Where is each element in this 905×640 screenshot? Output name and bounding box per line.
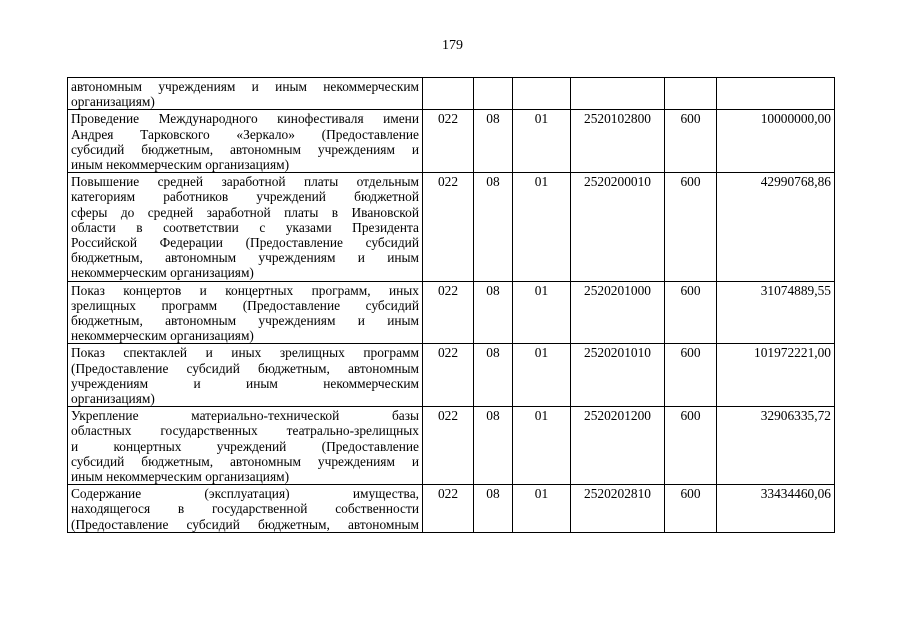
grbs-code: 022 — [423, 281, 474, 344]
section-code: 08 — [474, 110, 513, 173]
description-line: Российской Федерации (Предоставление субсидий — [71, 235, 419, 251]
amount-value: 32906335,72 — [717, 407, 835, 485]
description-line: организациям) — [71, 94, 155, 110]
description-line: бюджетным, автономным учреждениям и иным — [71, 313, 419, 329]
description-line: Проведение Международного кинофестиваля имени — [71, 111, 419, 127]
grbs-code: 022 — [423, 110, 474, 173]
budget-table — [67, 77, 835, 533]
target-article-code: 2520201010 — [571, 344, 665, 407]
description-line: субсидий бюджетным, автономным учреждениям и — [71, 141, 419, 157]
amount-value — [717, 78, 835, 110]
description-line: иным некоммерческим организациям) — [71, 157, 290, 173]
expense-type-code: 600 — [665, 281, 717, 344]
section-code: 08 — [474, 407, 513, 485]
amount-value: 101972221,00 — [717, 344, 835, 407]
table-row — [68, 78, 835, 110]
subsection-code: 01 — [513, 281, 571, 344]
grbs-code: 022 — [423, 407, 474, 485]
page-number: 179 — [442, 38, 463, 53]
grbs-code: 022 — [423, 173, 474, 281]
section-code: 08 — [474, 485, 513, 533]
description-line: областных государственных театрально-зрелищных — [71, 423, 419, 439]
description-line: сферы до средней заработной платы в Ивановской — [71, 204, 419, 220]
expense-type-code: 600 — [665, 344, 717, 407]
description-line: иным некоммерческим организациям) — [71, 469, 290, 485]
description-line: (Предоставление субсидий бюджетным, автономным — [71, 516, 419, 532]
table-row — [68, 173, 835, 281]
subsection-code: 01 — [513, 485, 571, 533]
expense-type-code: 600 — [665, 485, 717, 533]
table-body — [68, 78, 835, 533]
section-code: 08 — [474, 281, 513, 344]
subsection-code — [513, 78, 571, 110]
table-row — [68, 344, 835, 407]
expense-type-code: 600 — [665, 173, 717, 281]
table-row — [68, 281, 835, 344]
description-line: бюджетным, автономным учреждениям и иным — [71, 250, 419, 266]
description-line: (Предоставление субсидий бюджетным, автономным — [71, 360, 419, 376]
expense-description — [68, 485, 423, 533]
description-line: находящегося в государственной собственности — [71, 501, 419, 517]
subsection-code: 01 — [513, 173, 571, 281]
subsection-code: 01 — [513, 110, 571, 173]
target-article-code: 2520202810 — [571, 485, 665, 533]
table-row — [68, 485, 835, 533]
amount-value: 31074889,55 — [717, 281, 835, 344]
expense-description — [68, 173, 423, 281]
description-line: Показ концертов и концертных программ, иных — [71, 282, 419, 298]
expense-type-code — [665, 78, 717, 110]
target-article-code: 2520201200 — [571, 407, 665, 485]
subsection-code: 01 — [513, 407, 571, 485]
section-code: 08 — [474, 173, 513, 281]
description-line: области в соответствии с указами Президента — [71, 219, 419, 235]
target-article-code: 2520102800 — [571, 110, 665, 173]
expense-type-code: 600 — [665, 110, 717, 173]
table-row — [68, 407, 835, 485]
amount-value: 33434460,06 — [717, 485, 835, 533]
description-line: некоммерческим организациям) — [71, 265, 254, 281]
target-article-code: 2520201000 — [571, 281, 665, 344]
expense-description — [68, 78, 423, 110]
grbs-code: 022 — [423, 485, 474, 533]
section-code — [474, 78, 513, 110]
subsection-code: 01 — [513, 344, 571, 407]
target-article-code: 2520200010 — [571, 173, 665, 281]
description-line: Показ спектаклей и иных зрелищных программ — [71, 345, 419, 361]
expense-description — [68, 110, 423, 173]
description-line: некоммерческим организациям) — [71, 328, 254, 344]
description-line: автономным учреждениям и иным некоммерческим — [71, 79, 419, 94]
section-code: 08 — [474, 344, 513, 407]
target-article-code — [571, 78, 665, 110]
description-line: Андрея Тарковского «Зеркало» (Предоставление — [71, 126, 419, 142]
description-line: Повышение средней заработной платы отдельным — [71, 174, 419, 190]
description-line: организациям) — [71, 391, 155, 407]
description-line: учреждениям и иным некоммерческим — [71, 375, 419, 391]
description-line: и концертных учреждений (Предоставление — [71, 438, 419, 454]
expense-description — [68, 281, 423, 344]
expense-description — [68, 344, 423, 407]
description-line: категориям работников учреждений бюджетной — [71, 189, 419, 205]
expense-description — [68, 407, 423, 485]
description-line: Содержание (эксплуатация) имущества, — [71, 486, 419, 502]
expense-type-code: 600 — [665, 407, 717, 485]
amount-value: 42990768,86 — [717, 173, 835, 281]
description-line: субсидий бюджетным, автономным учреждениям и — [71, 453, 419, 469]
grbs-code — [423, 78, 474, 110]
table-row — [68, 110, 835, 173]
grbs-code: 022 — [423, 344, 474, 407]
description-line: зрелищных программ (Предоставление субсидий — [71, 297, 419, 313]
description-line: Укрепление материально-технической базы — [71, 408, 419, 424]
amount-value: 10000000,00 — [717, 110, 835, 173]
